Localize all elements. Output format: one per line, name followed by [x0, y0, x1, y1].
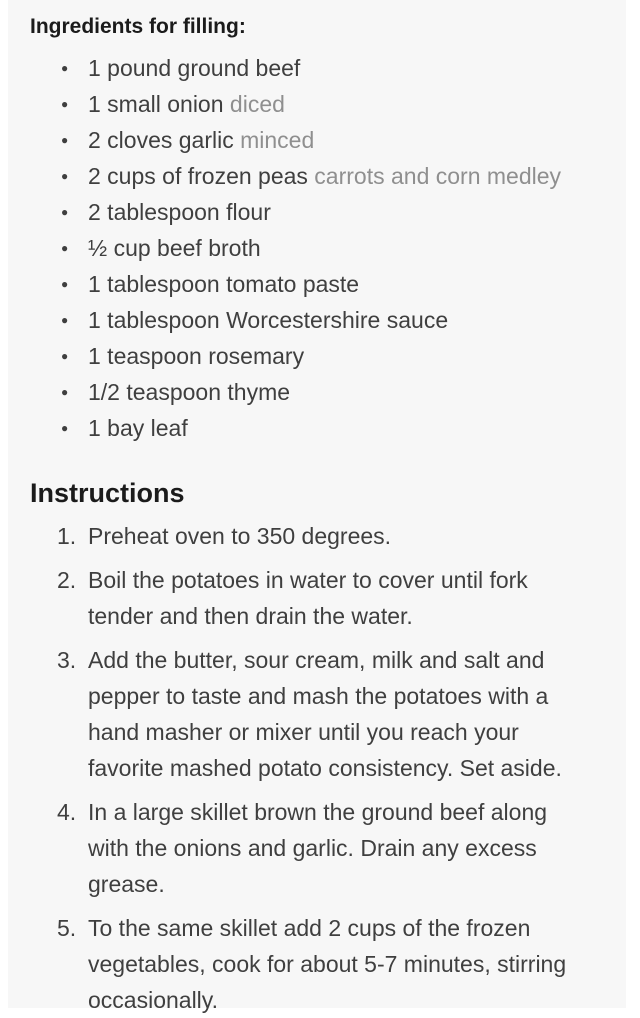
- ingredient-note: minced: [233, 127, 315, 153]
- ingredient-text: 1 bay leaf: [88, 415, 188, 441]
- ingredient-item: [88, 410, 588, 446]
- ingredient-text: 1 tablespoon Worcestershire sauce: [88, 307, 449, 333]
- instructions-heading: Instructions: [30, 478, 185, 508]
- ingredients-heading: Ingredients for filling:: [30, 15, 246, 38]
- ingredient-text: 1 teaspoon rosemary: [88, 343, 305, 369]
- ingredient-item: [88, 50, 588, 86]
- ingredient-text: ½ cup beef broth: [88, 235, 261, 261]
- ingredient-item: [88, 338, 588, 374]
- ingredient-text: 1 tablespoon tomato paste: [88, 271, 360, 297]
- ingredient-text: 1 small onion: [88, 91, 224, 117]
- instruction-step: Add the butter, sour cream, milk and salt and pepper to taste and mash the potatoes with a hand masher or mixer until you reach your favorite mashed potato consistency. Set aside.: [88, 647, 562, 781]
- ingredient-text: 1 pound ground beef: [88, 55, 301, 81]
- ingredient-item: [88, 86, 588, 122]
- instruction-step: To the same skillet add 2 cups of the frozen vegetables, cook for about 5-7 minutes, stirring occasionally.: [88, 915, 567, 1013]
- instructions-list: [30, 518, 588, 1018]
- ingredient-item: [88, 194, 588, 230]
- instruction-step: Boil the potatoes in water to cover until fork tender and then drain the water.: [88, 567, 528, 629]
- ingredient-text: 2 cups of frozen peas: [88, 163, 308, 189]
- ingredient-item: [88, 374, 588, 410]
- recipe-content-panel: [8, 0, 626, 1013]
- ingredient-note: diced: [223, 91, 285, 117]
- ingredient-text: 1/2 teaspoon thyme: [88, 379, 291, 405]
- ingredient-item: [88, 266, 588, 302]
- ingredient-item: [88, 122, 588, 158]
- ingredients-list: [30, 50, 588, 446]
- ingredient-text: 2 tablespoon flour: [88, 199, 271, 225]
- instruction-step: In a large skillet brown the ground beef along with the onions and garlic. Drain any excess grease.: [88, 799, 548, 897]
- recipe-content: [8, 0, 626, 1018]
- ingredient-note: carrots and corn medley: [307, 163, 562, 189]
- ingredient-item: [88, 158, 588, 194]
- ingredient-item: [88, 230, 588, 266]
- ingredient-text: 2 cloves garlic: [88, 127, 234, 153]
- instruction-step: Preheat oven to 350 degrees.: [88, 523, 392, 549]
- ingredient-item: [88, 302, 588, 338]
